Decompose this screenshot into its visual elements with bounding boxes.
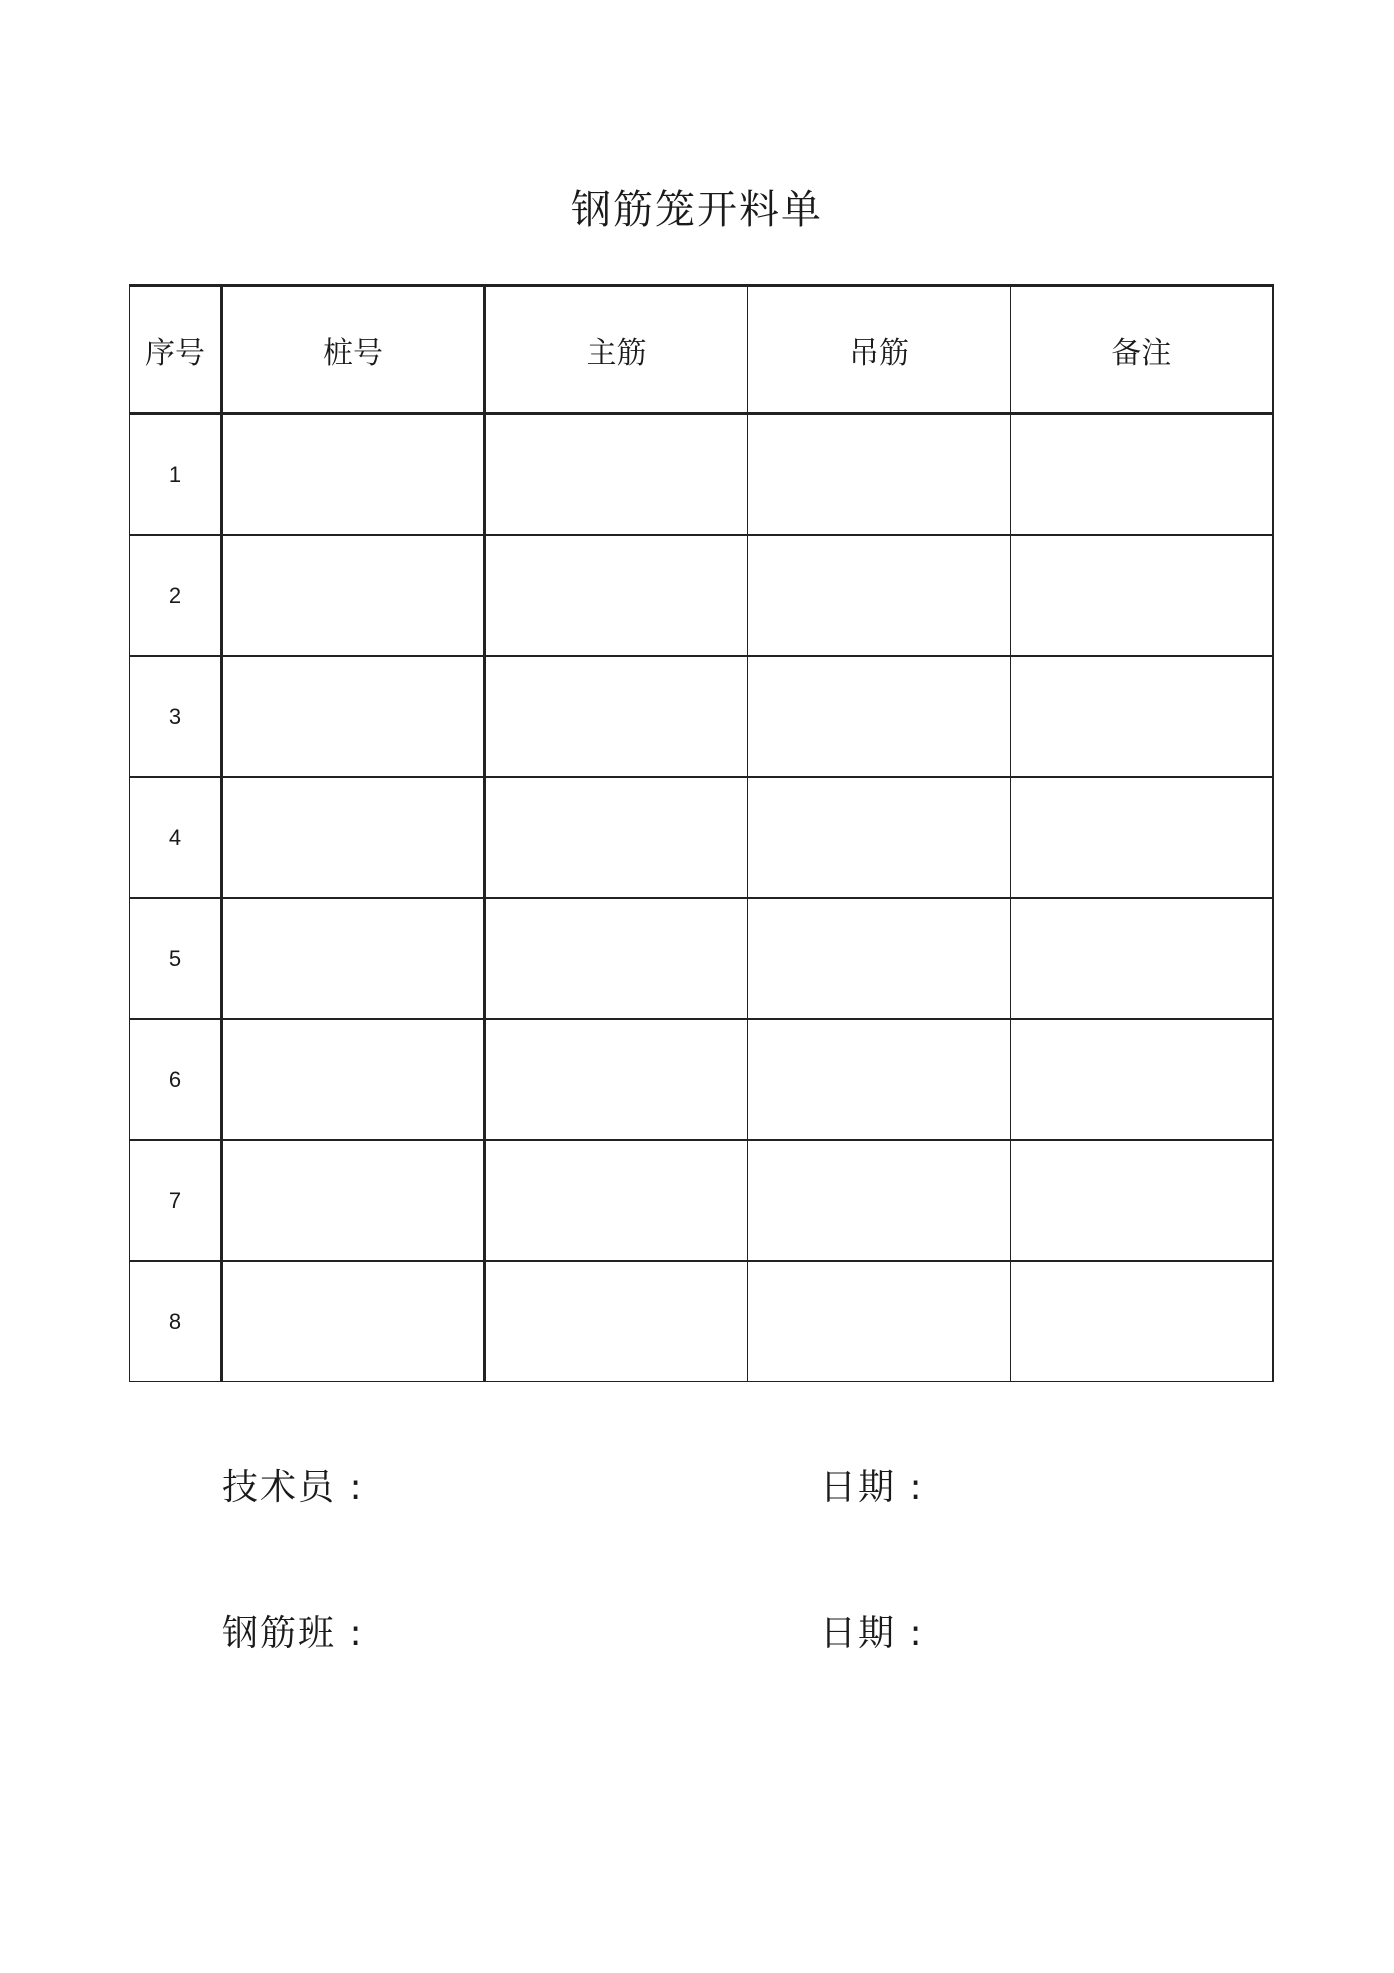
main-bar-cell[interactable] <box>485 535 748 656</box>
remark-cell[interactable] <box>1011 1140 1273 1261</box>
remark-cell[interactable] <box>1011 1019 1273 1140</box>
remark-cell[interactable] <box>1011 656 1273 777</box>
pile-no-cell[interactable] <box>222 777 485 898</box>
row-seq-cell: 7 <box>130 1140 222 1261</box>
table-row <box>130 656 1273 777</box>
table-row <box>130 535 1273 656</box>
row-seq-cell: 4 <box>130 777 222 898</box>
column-header-main-bar: 主筋 <box>485 286 748 414</box>
hanging-bar-cell[interactable] <box>748 1019 1011 1140</box>
pile-no-cell[interactable] <box>222 414 485 536</box>
row-seq-cell: 3 <box>130 656 222 777</box>
rebar-team-date-label: 日期 : <box>820 1613 924 1654</box>
main-bar-cell[interactable] <box>485 898 748 1019</box>
page-title: 钢筋笼开料单 <box>571 187 823 233</box>
row-seq-cell: 2 <box>130 535 222 656</box>
cutting-list-table <box>129 284 1274 1382</box>
hanging-bar-cell[interactable] <box>748 777 1011 898</box>
remark-cell[interactable] <box>1011 898 1273 1019</box>
pile-no-cell[interactable] <box>222 1261 485 1382</box>
table-row <box>130 1261 1273 1382</box>
remark-cell[interactable] <box>1011 414 1273 536</box>
column-header-remark: 备注 <box>1011 286 1273 414</box>
main-bar-cell[interactable] <box>485 1019 748 1140</box>
hanging-bar-cell[interactable] <box>748 656 1011 777</box>
hanging-bar-cell[interactable] <box>748 898 1011 1019</box>
rebar-team-label: 钢筋班 : <box>222 1613 364 1654</box>
row-seq-cell: 8 <box>130 1261 222 1382</box>
main-bar-cell[interactable] <box>485 414 748 536</box>
row-seq-cell: 6 <box>130 1019 222 1140</box>
main-bar-cell[interactable] <box>485 1140 748 1261</box>
pile-no-cell[interactable] <box>222 656 485 777</box>
remark-cell[interactable] <box>1011 777 1273 898</box>
table-row <box>130 1019 1273 1140</box>
column-header-pile-no: 桩号 <box>222 286 485 414</box>
pile-no-cell[interactable] <box>222 1140 485 1261</box>
table-row <box>130 1140 1273 1261</box>
column-header-seq: 序号 <box>130 286 222 414</box>
column-header-hanging-bar: 吊筋 <box>748 286 1011 414</box>
technician-date-label: 日期 : <box>820 1467 924 1508</box>
remark-cell[interactable] <box>1011 1261 1273 1382</box>
table-row <box>130 898 1273 1019</box>
main-bar-cell[interactable] <box>485 1261 748 1382</box>
row-seq-cell: 1 <box>130 414 222 536</box>
technician-label: 技术员 : <box>222 1467 364 1508</box>
main-bar-cell[interactable] <box>485 656 748 777</box>
table-row <box>130 777 1273 898</box>
remark-cell[interactable] <box>1011 535 1273 656</box>
hanging-bar-cell[interactable] <box>748 535 1011 656</box>
main-bar-cell[interactable] <box>485 777 748 898</box>
hanging-bar-cell[interactable] <box>748 414 1011 536</box>
hanging-bar-cell[interactable] <box>748 1140 1011 1261</box>
hanging-bar-cell[interactable] <box>748 1261 1011 1382</box>
row-seq-cell: 5 <box>130 898 222 1019</box>
pile-no-cell[interactable] <box>222 1019 485 1140</box>
pile-no-cell[interactable] <box>222 535 485 656</box>
table-header-row <box>130 286 1273 414</box>
pile-no-cell[interactable] <box>222 898 485 1019</box>
table-row <box>130 414 1273 536</box>
